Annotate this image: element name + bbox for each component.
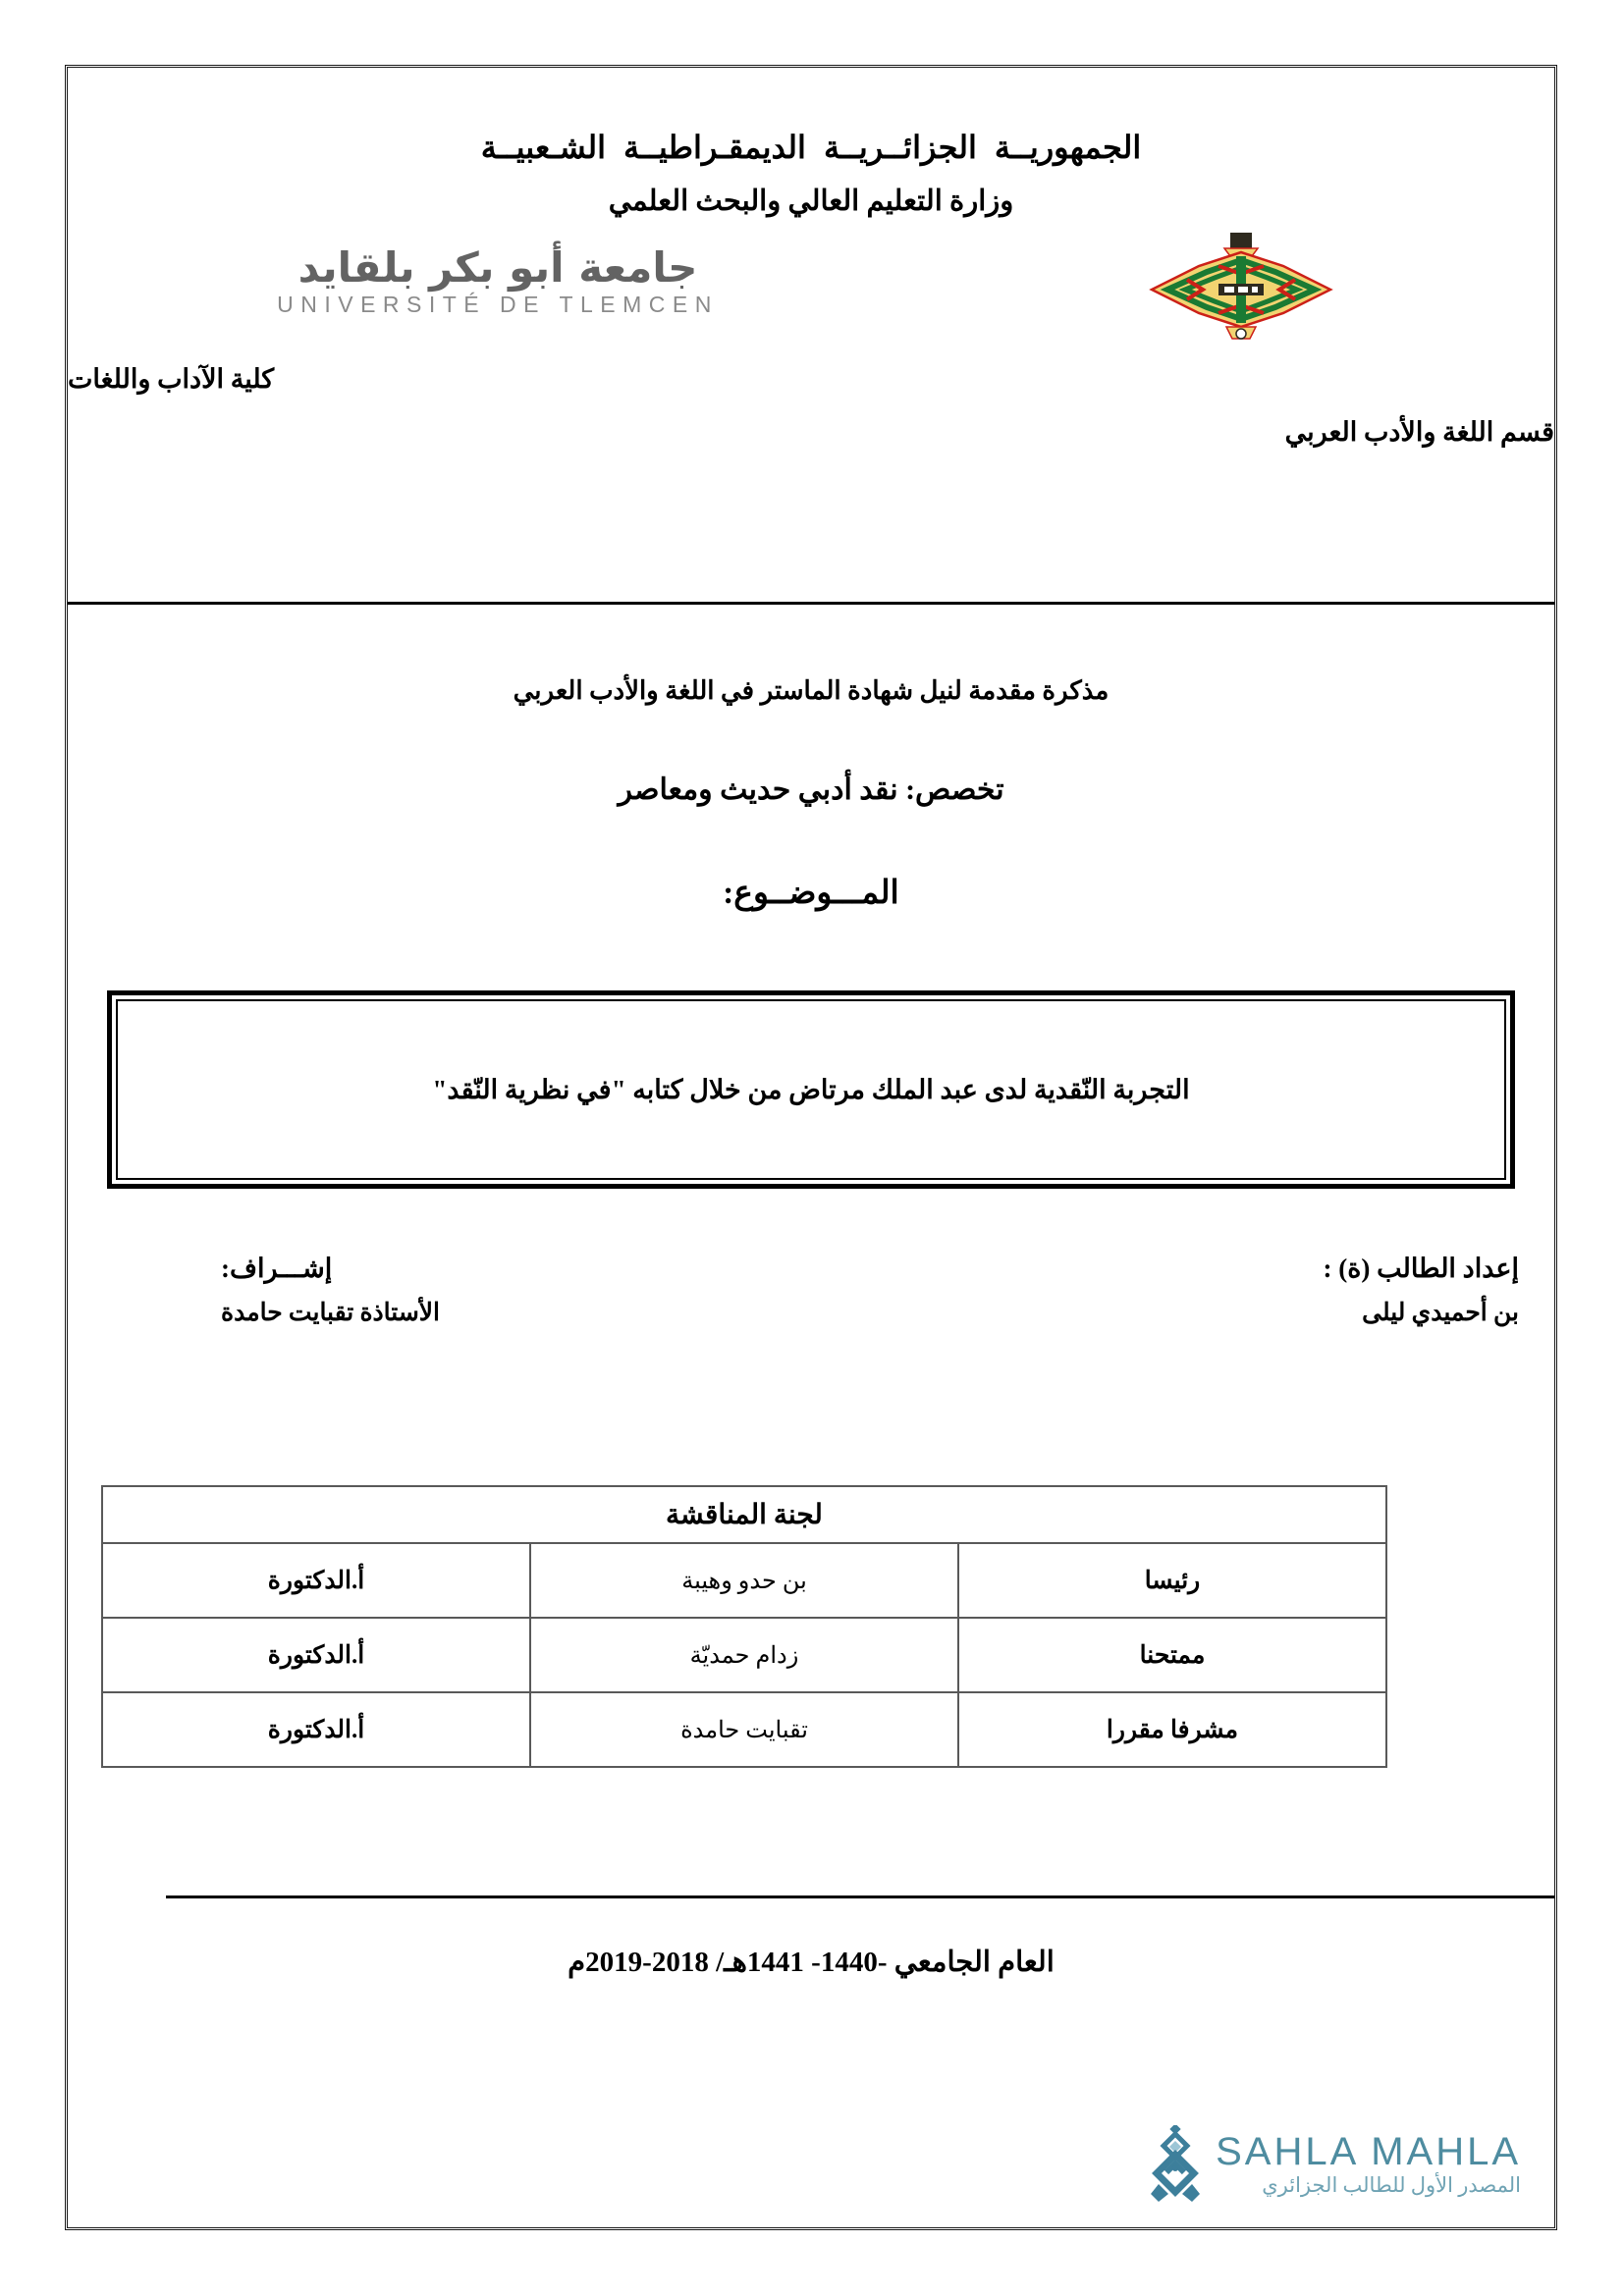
university-name-french: UNIVERSITÉ DE TLEMCEN <box>277 292 719 318</box>
jury-name-1: بن حدو وهيبة <box>530 1543 958 1618</box>
watermark-subtitle: المصدر الأول للطالب الجزائري <box>1262 2172 1521 2197</box>
supervisor-name: الأستاذة تقبايت حامدة <box>221 1300 440 1326</box>
watermark <box>1143 2125 1521 2202</box>
academic-year: العام الجامعي -1440- 1441هـ/ 2018-2019م <box>568 1947 1055 1978</box>
university-logotype <box>184 243 812 318</box>
subject-label: المـــوضــوع: <box>723 876 899 911</box>
jury-role-3: مشرفا مقررا <box>958 1692 1386 1767</box>
student-name: بن أحميدي ليلى <box>1362 1300 1519 1326</box>
jury-table-header-row <box>102 1486 1386 1543</box>
jury-name-3: تقبايت حامدة <box>530 1692 958 1767</box>
department-name: قسم اللغة والأدب العربي <box>1284 417 1554 447</box>
thesis-statement: مذكرة مقدمة لنيل شهادة الماستر في اللغة والأدب العربي <box>513 676 1110 705</box>
republic-line: الجمهوريــة الجزائــريــة الديمقـراطيــة الشـعبيــة <box>480 130 1142 165</box>
watermark-title: SAHLA MAHLA <box>1216 2129 1521 2173</box>
student-block <box>882 1254 1519 1327</box>
supervisor-block <box>103 1254 858 1327</box>
ministry-line: وزارة التعليم العالي والبحث العلمي <box>608 186 1014 217</box>
table-row <box>102 1543 1386 1618</box>
supervisor-label: إشـــراف: <box>221 1254 333 1283</box>
sahla-mahla-logo-icon <box>1143 2125 1208 2202</box>
subject-title-box <box>107 990 1515 1189</box>
watermark-text <box>1216 2129 1521 2197</box>
jury-table-heading: لجنة المناقشة <box>102 1486 1386 1543</box>
jury-role-1: رئيسا <box>958 1543 1386 1618</box>
jury-title-2: أ.الدكتورة <box>102 1618 530 1692</box>
header-divider <box>68 602 1554 605</box>
page-frame <box>65 65 1557 2230</box>
footer-divider <box>166 1896 1554 1898</box>
page-content <box>68 68 1554 2227</box>
credits-row <box>103 1254 1519 1327</box>
jury-table <box>101 1485 1387 1768</box>
table-row <box>102 1692 1386 1767</box>
subject-title-box-inner <box>116 999 1506 1180</box>
jury-title-3: أ.الدكتورة <box>102 1692 530 1767</box>
table-row <box>102 1618 1386 1692</box>
subject-title: التجربة النّقدية لدى عبد الملك مرتاض من خلال كتابه "في نظرية النّقد" <box>432 1074 1190 1104</box>
student-label: إعداد الطالب (ة) : <box>1323 1254 1519 1283</box>
tlemcen-university-emblem-icon <box>1148 231 1334 348</box>
university-name-arabic: جامعة أبو بكر بلقايد <box>298 243 698 292</box>
document-header <box>68 68 1554 604</box>
jury-role-2: ممتحنا <box>958 1618 1386 1692</box>
faculty-name: كلية الآداب واللغات <box>68 364 275 394</box>
jury-name-2: زدام حمديّة <box>530 1618 958 1692</box>
jury-title-1: أ.الدكتورة <box>102 1543 530 1618</box>
speciality-line: تخصص: نقد أدبي حديث ومعاصر <box>618 774 1004 806</box>
